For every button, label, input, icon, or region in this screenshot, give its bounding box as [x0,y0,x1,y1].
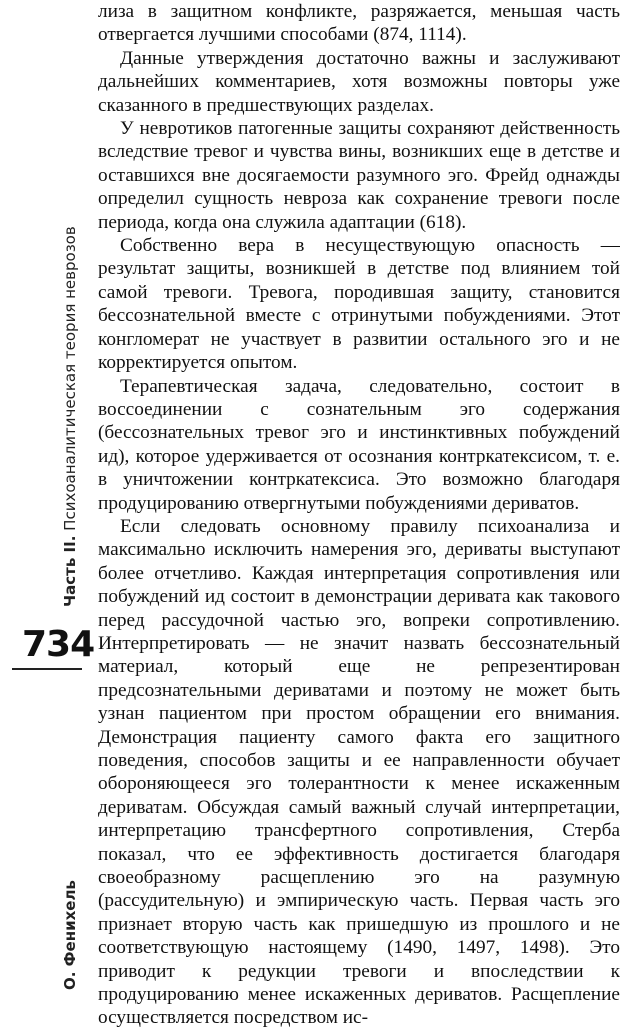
part-title: Психоаналитическая теория неврозов [61,226,79,531]
paragraph: Если следовать основному правилу психоанализа и максимально исключить намерения эго, дериваты выступают более отчетливо. Каждая интерпретация сопротивления или побуждений ид состоит в демонстрации деривата как такового перед рассудочной частью эго, вопреки сопротивлению. Интерпретировать — не значит назвать бессознательный материал, который еще не репрезентирован предсознательными дериватами и поэтому не может быть узнан пациентом при простом обращении его внимания. Демонстрация пациенту самого факта его защитного поведения, способов защиты и ее направленности обучает обороняющееся эго толерантности к менее искаженным дериватам. Обсуждая самый важный случай интерпретации, интерпретацию трансфертного сопротивления, Стерба показал, что ее эффективность достигается благодаря своеобразному расщеплению эго на разумную (рассудительную) и эмпирическую часть. Первая часть эго признает вторую часть как пришедшую из прошлого и не соответствующую настоящему (1490, 1497, 1498). Это приводит к редукции тревоги и впоследствии к продуцированию менее искаженных дериватов. Расщепление осуществляется посредством ис- [98,515,620,1029]
paragraph: лиза в защитном конфликте, разряжается, меньшая часть отвергается лучшими способами (874, 1114). [98,1,620,46]
running-head-part [60,226,80,607]
page-number-rule [12,668,82,670]
body-text [98,0,620,1029]
page-number: 734 [22,624,95,665]
part-label: Часть II. [61,535,79,607]
paragraph: Собственно вера в несуществующую опасность — результат защиты, возникшей в детстве под влиянием той самой тревоги. Тревога, породившая защиту, становится бессознательной вместе с отринутыми побуждениями. Этот конгломерат не участвует в развитии остального эго и не корректируется опытом. [98,235,620,374]
paragraph: Данные утверждения достаточно важны и заслуживают дальнейших комментариев, хотя возможны повторы уже сказанного в предшествующих разделах. [98,47,620,116]
running-head-author: О. Фенихель [61,880,79,990]
paragraph: У невротиков патогенные защиты сохраняют действенность вследствие тревог и чувства вины, возникших еще в детстве и оставшихся вне досягаемости разумного эго. Фрейд однажды определил сущность невроза как сохранение тревоги после периода, когда она служила адаптации (618). [98,118,620,233]
paragraph: Терапевтическая задача, следовательно, состоит в воссоединении с сознательным эго содержания (бессознательных тревог эго и инстинктивных побуждений ид), которое удерживается от осознания контркатексисом, т. е. в уничтожении контркатексиса. Это возможно благодаря продуцированию отвергнутыми побуждениями дериватов. [98,375,620,514]
